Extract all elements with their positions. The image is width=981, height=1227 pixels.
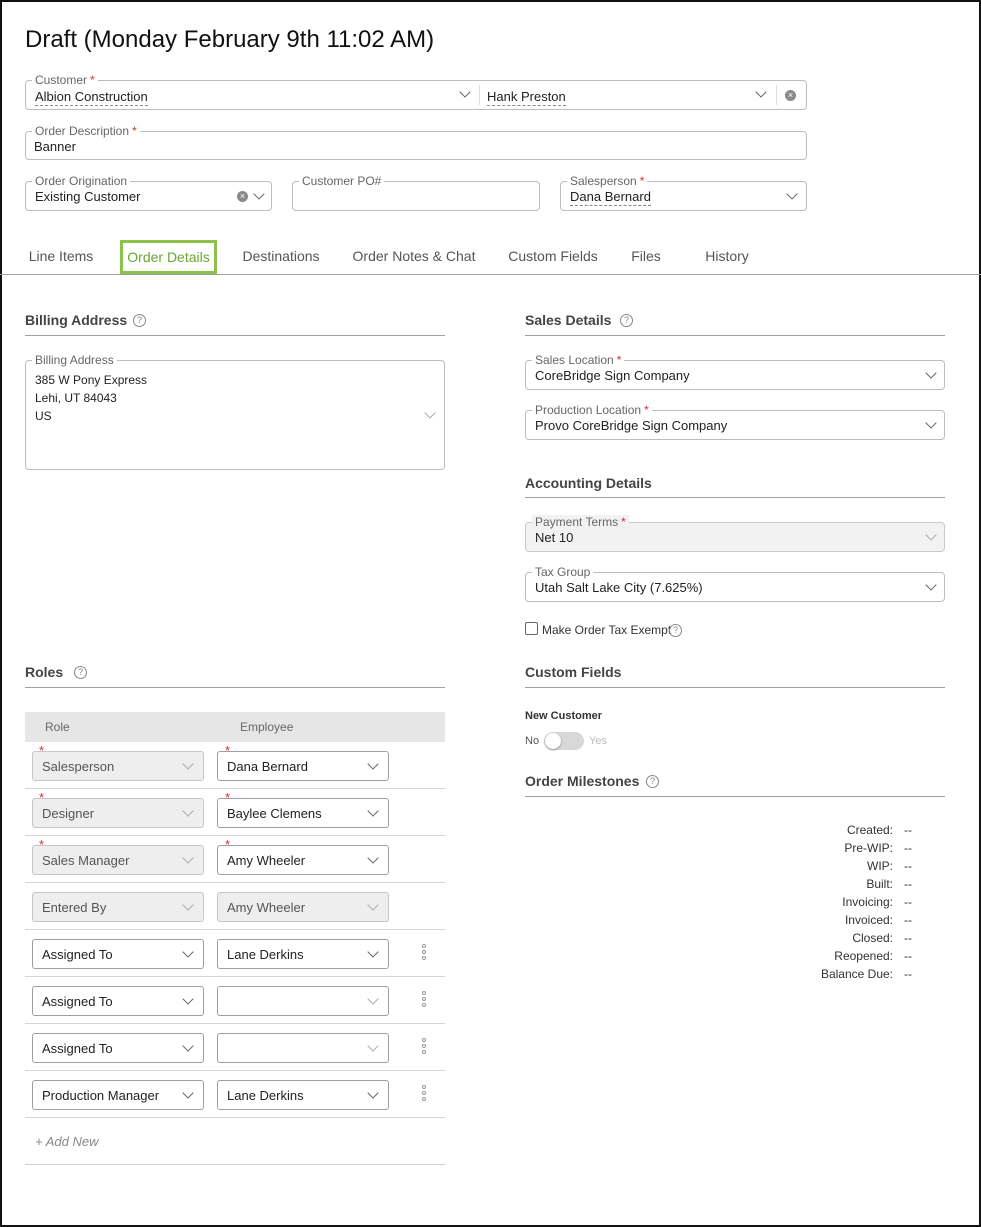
role-value: Assigned To bbox=[42, 994, 113, 1009]
milestone-value: -- bbox=[904, 949, 912, 963]
employee-value: Amy Wheeler bbox=[227, 853, 306, 868]
chevron-down-icon[interactable] bbox=[367, 852, 378, 863]
role-select bbox=[32, 751, 204, 781]
role-select bbox=[32, 845, 204, 875]
employee-value: Lane Derkins bbox=[227, 947, 304, 962]
milestone-value: -- bbox=[904, 841, 912, 855]
section-divider bbox=[25, 335, 445, 336]
tab-order-notes-chat[interactable]: Order Notes & Chat bbox=[352, 248, 476, 264]
tab-custom-fields[interactable]: Custom Fields bbox=[508, 248, 598, 264]
milestone-label: Closed: bbox=[852, 931, 893, 945]
section-divider bbox=[25, 1164, 445, 1165]
table-row bbox=[25, 742, 445, 789]
milestone-label: Created: bbox=[846, 823, 893, 837]
help-icon[interactable]: ? bbox=[646, 775, 659, 788]
employee-select[interactable] bbox=[217, 798, 389, 828]
chevron-down-icon[interactable] bbox=[182, 1040, 193, 1051]
row-menu-icon[interactable] bbox=[421, 1038, 427, 1056]
tab-destinations[interactable]: Destinations bbox=[242, 248, 320, 264]
production-location-field[interactable] bbox=[525, 403, 945, 440]
customer-contact-value: Hank Preston bbox=[487, 89, 566, 104]
chevron-down-icon[interactable] bbox=[459, 86, 470, 97]
role-value: Production Manager bbox=[42, 1088, 160, 1103]
milestone-value: -- bbox=[904, 895, 912, 909]
help-icon[interactable]: ? bbox=[74, 666, 87, 679]
chevron-down-icon[interactable] bbox=[182, 993, 193, 1004]
section-divider bbox=[525, 796, 945, 797]
production-location-label: Production Location * bbox=[532, 403, 652, 417]
chevron-down-icon bbox=[182, 758, 193, 769]
role-value: Designer bbox=[42, 806, 95, 821]
customer-po-field[interactable] bbox=[292, 174, 540, 211]
tab-order-details[interactable]: Order Details bbox=[120, 240, 217, 274]
divider bbox=[479, 85, 480, 105]
table-row bbox=[25, 1024, 445, 1071]
table-row bbox=[25, 977, 445, 1024]
milestone-value: -- bbox=[904, 931, 912, 945]
tab-line-items[interactable]: Line Items bbox=[28, 248, 94, 264]
customer-field[interactable] bbox=[25, 73, 807, 110]
chevron-down-icon[interactable] bbox=[367, 993, 378, 1004]
employee-select bbox=[217, 892, 389, 922]
toggle-knob bbox=[545, 733, 561, 749]
help-icon[interactable]: ? bbox=[620, 314, 633, 327]
divider bbox=[776, 85, 777, 105]
chevron-down-icon[interactable] bbox=[253, 188, 264, 199]
section-divider bbox=[525, 497, 945, 498]
billing-address-label: Billing Address bbox=[32, 353, 117, 367]
milestone-value: -- bbox=[904, 967, 912, 981]
salesperson-value: Dana Bernard bbox=[570, 189, 651, 204]
role-value: Sales Manager bbox=[42, 853, 130, 868]
sales-location-value: CoreBridge Sign Company bbox=[535, 368, 690, 383]
order-origination-field[interactable] bbox=[25, 174, 272, 211]
tab-history[interactable]: History bbox=[705, 248, 749, 264]
billing-address-line: US bbox=[35, 409, 52, 423]
salesperson-label: Salesperson * bbox=[567, 174, 647, 188]
chevron-down-icon[interactable] bbox=[925, 417, 936, 428]
billing-address-heading: Billing Address bbox=[25, 312, 128, 328]
chevron-down-icon[interactable] bbox=[367, 1040, 378, 1051]
chevron-down-icon[interactable] bbox=[925, 579, 936, 590]
add-new-role-link[interactable]: + Add New bbox=[35, 1134, 99, 1149]
payment-terms-label: Payment Terms * bbox=[532, 515, 629, 529]
chevron-down-icon bbox=[367, 899, 378, 910]
section-divider bbox=[525, 687, 945, 688]
billing-address-field[interactable] bbox=[25, 353, 445, 470]
table-row bbox=[25, 883, 445, 930]
role-select[interactable] bbox=[32, 986, 204, 1016]
section-divider bbox=[25, 687, 445, 688]
billing-address-line: Lehi, UT 84043 bbox=[35, 391, 117, 405]
chevron-down-icon[interactable] bbox=[367, 1087, 378, 1098]
roles-table-header bbox=[25, 712, 445, 742]
sales-location-field[interactable] bbox=[525, 353, 945, 390]
table-row bbox=[25, 1071, 445, 1118]
clear-icon[interactable]: × bbox=[237, 191, 248, 202]
milestone-label: Balance Due: bbox=[820, 967, 893, 981]
order-origination-label: Order Origination bbox=[32, 174, 130, 188]
milestone-label: Built: bbox=[866, 877, 893, 891]
table-row bbox=[25, 930, 445, 977]
chevron-down-icon bbox=[182, 899, 193, 910]
sales-details-heading: Sales Details bbox=[525, 312, 612, 328]
column-header-role: Role bbox=[45, 720, 70, 734]
employee-select[interactable] bbox=[217, 1080, 389, 1110]
chevron-down-icon[interactable] bbox=[424, 407, 435, 418]
page-title: Draft (Monday February 9th 11:02 AM) bbox=[25, 26, 435, 53]
toggle-yes-label: Yes bbox=[589, 735, 607, 747]
new-customer-toggle[interactable] bbox=[544, 732, 584, 750]
table-row bbox=[25, 789, 445, 836]
milestone-label: Pre-WIP: bbox=[844, 841, 893, 855]
milestone-value: -- bbox=[904, 877, 912, 891]
role-select bbox=[32, 892, 204, 922]
role-value: Assigned To bbox=[42, 947, 113, 962]
employee-select[interactable] bbox=[217, 845, 389, 875]
tax-group-value: Utah Salt Lake City (7.625%) bbox=[535, 580, 703, 595]
milestone-label: Invoiced: bbox=[844, 913, 893, 927]
order-origination-value: Existing Customer bbox=[35, 189, 141, 204]
customer-value: Albion Construction bbox=[35, 89, 148, 104]
chevron-down-icon[interactable] bbox=[182, 1087, 193, 1098]
milestone-value: -- bbox=[904, 859, 912, 873]
accounting-details-heading: Accounting Details bbox=[525, 475, 652, 491]
role-select[interactable] bbox=[32, 939, 204, 969]
row-menu-icon[interactable] bbox=[421, 991, 427, 1009]
payment-terms-value: Net 10 bbox=[535, 530, 574, 545]
new-customer-label: New Customer bbox=[525, 710, 603, 722]
order-milestones-heading: Order Milestones bbox=[525, 773, 640, 789]
milestone-label: WIP: bbox=[867, 859, 893, 873]
customer-po-label: Customer PO# bbox=[299, 174, 384, 188]
milestone-label: Invoicing: bbox=[842, 895, 893, 909]
toggle-no-label: No bbox=[525, 735, 540, 747]
milestone-value: -- bbox=[904, 823, 912, 837]
role-value: Entered By bbox=[42, 900, 107, 915]
role-select bbox=[32, 798, 204, 828]
chevron-down-icon bbox=[182, 852, 193, 863]
customer-label: Customer * bbox=[32, 73, 98, 87]
clear-icon[interactable]: × bbox=[785, 90, 796, 101]
employee-value: Dana Bernard bbox=[227, 759, 308, 774]
tax-group-field[interactable] bbox=[525, 565, 945, 602]
employee-select[interactable] bbox=[217, 939, 389, 969]
chevron-down-icon[interactable] bbox=[367, 946, 378, 957]
chevron-down-icon[interactable] bbox=[182, 946, 193, 957]
chevron-down-icon[interactable] bbox=[755, 86, 766, 97]
role-select[interactable] bbox=[32, 1080, 204, 1110]
employee-value: Amy Wheeler bbox=[227, 900, 306, 915]
chevron-down-icon[interactable] bbox=[367, 805, 378, 816]
employee-select[interactable] bbox=[217, 986, 389, 1016]
tab-files[interactable]: Files bbox=[631, 248, 661, 264]
chevron-down-icon[interactable] bbox=[925, 367, 936, 378]
role-value: Salesperson bbox=[42, 759, 115, 774]
tax-exempt-label: Make Order Tax Exempt bbox=[542, 623, 672, 637]
section-divider bbox=[525, 335, 945, 336]
column-header-employee: Employee bbox=[240, 720, 294, 734]
milestone-value: -- bbox=[904, 913, 912, 927]
production-location-value: Provo CoreBridge Sign Company bbox=[535, 418, 728, 433]
custom-fields-heading: Custom Fields bbox=[525, 664, 622, 680]
employee-value: Lane Derkins bbox=[227, 1088, 304, 1103]
role-select[interactable] bbox=[32, 1033, 204, 1063]
chevron-down-icon bbox=[182, 805, 193, 816]
row-menu-icon[interactable] bbox=[421, 944, 427, 962]
billing-address-line: 385 W Pony Express bbox=[35, 373, 148, 387]
role-value: Assigned To bbox=[42, 1041, 113, 1056]
sales-location-label: Sales Location * bbox=[532, 353, 624, 367]
milestone-label: Reopened: bbox=[834, 949, 893, 963]
chevron-down-icon bbox=[925, 529, 936, 540]
roles-heading: Roles bbox=[25, 664, 64, 680]
row-menu-icon[interactable] bbox=[421, 1085, 427, 1103]
employee-select[interactable] bbox=[217, 751, 389, 781]
employee-select[interactable] bbox=[217, 1033, 389, 1063]
chevron-down-icon[interactable] bbox=[367, 758, 378, 769]
payment-terms-field bbox=[525, 515, 945, 552]
tax-group-label: Tax Group bbox=[532, 565, 593, 579]
order-description-value: Banner bbox=[34, 139, 76, 154]
help-icon[interactable]: ? bbox=[669, 624, 682, 637]
order-description-label: Order Description * bbox=[32, 124, 140, 138]
order-description-field[interactable] bbox=[25, 124, 807, 160]
chevron-down-icon[interactable] bbox=[786, 188, 797, 199]
employee-value: Baylee Clemens bbox=[227, 806, 322, 821]
table-row bbox=[25, 836, 445, 883]
help-icon[interactable]: ? bbox=[133, 314, 146, 327]
tax-exempt-checkbox[interactable] bbox=[525, 622, 538, 635]
salesperson-field[interactable] bbox=[560, 174, 807, 211]
tab-bar-divider bbox=[0, 274, 981, 275]
